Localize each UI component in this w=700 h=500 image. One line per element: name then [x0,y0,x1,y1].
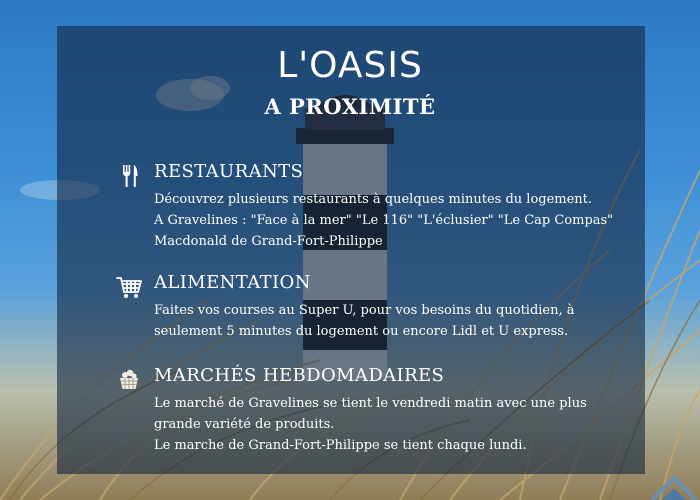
section-heading: ALIMENTATION [154,272,311,293]
house-logo-icon [648,470,700,500]
section-line: Le marché de Gravelines se tient le vendredi matin avec une plus grande variété de produits. [154,396,587,432]
section-line: Macdonald de Grand-Fort-Philippe [154,234,383,249]
section-body [154,393,624,456]
section-line: Découvrez plusieurs restaurants à quelques minutes du logement. [154,192,593,207]
section-body [154,189,624,252]
section-heading: RESTAURANTS [154,161,304,182]
shopping-cart-icon [115,273,143,301]
section-line: A Gravelines : "Face à la mer" "Le 116" "L'éclusier" "Le Cap Compas" [154,213,614,228]
section-line: Le marche de Grand-Fort-Philippe se tient chaque lundi. [154,438,527,453]
page-subtitle: A PROXIMITÉ [264,94,436,119]
section-heading: MARCHÉS HEBDOMADAIRES [154,365,445,386]
fork-knife-icon [115,162,143,190]
section-body [154,300,624,342]
page-title: L'OASIS [277,45,423,86]
market-basket-icon [115,366,143,394]
section-line: Faites vos courses au Super U, pour vos besoins du quotidien, à seulement 5 minutes du logement ou encore Lidl et U express. [154,303,575,339]
